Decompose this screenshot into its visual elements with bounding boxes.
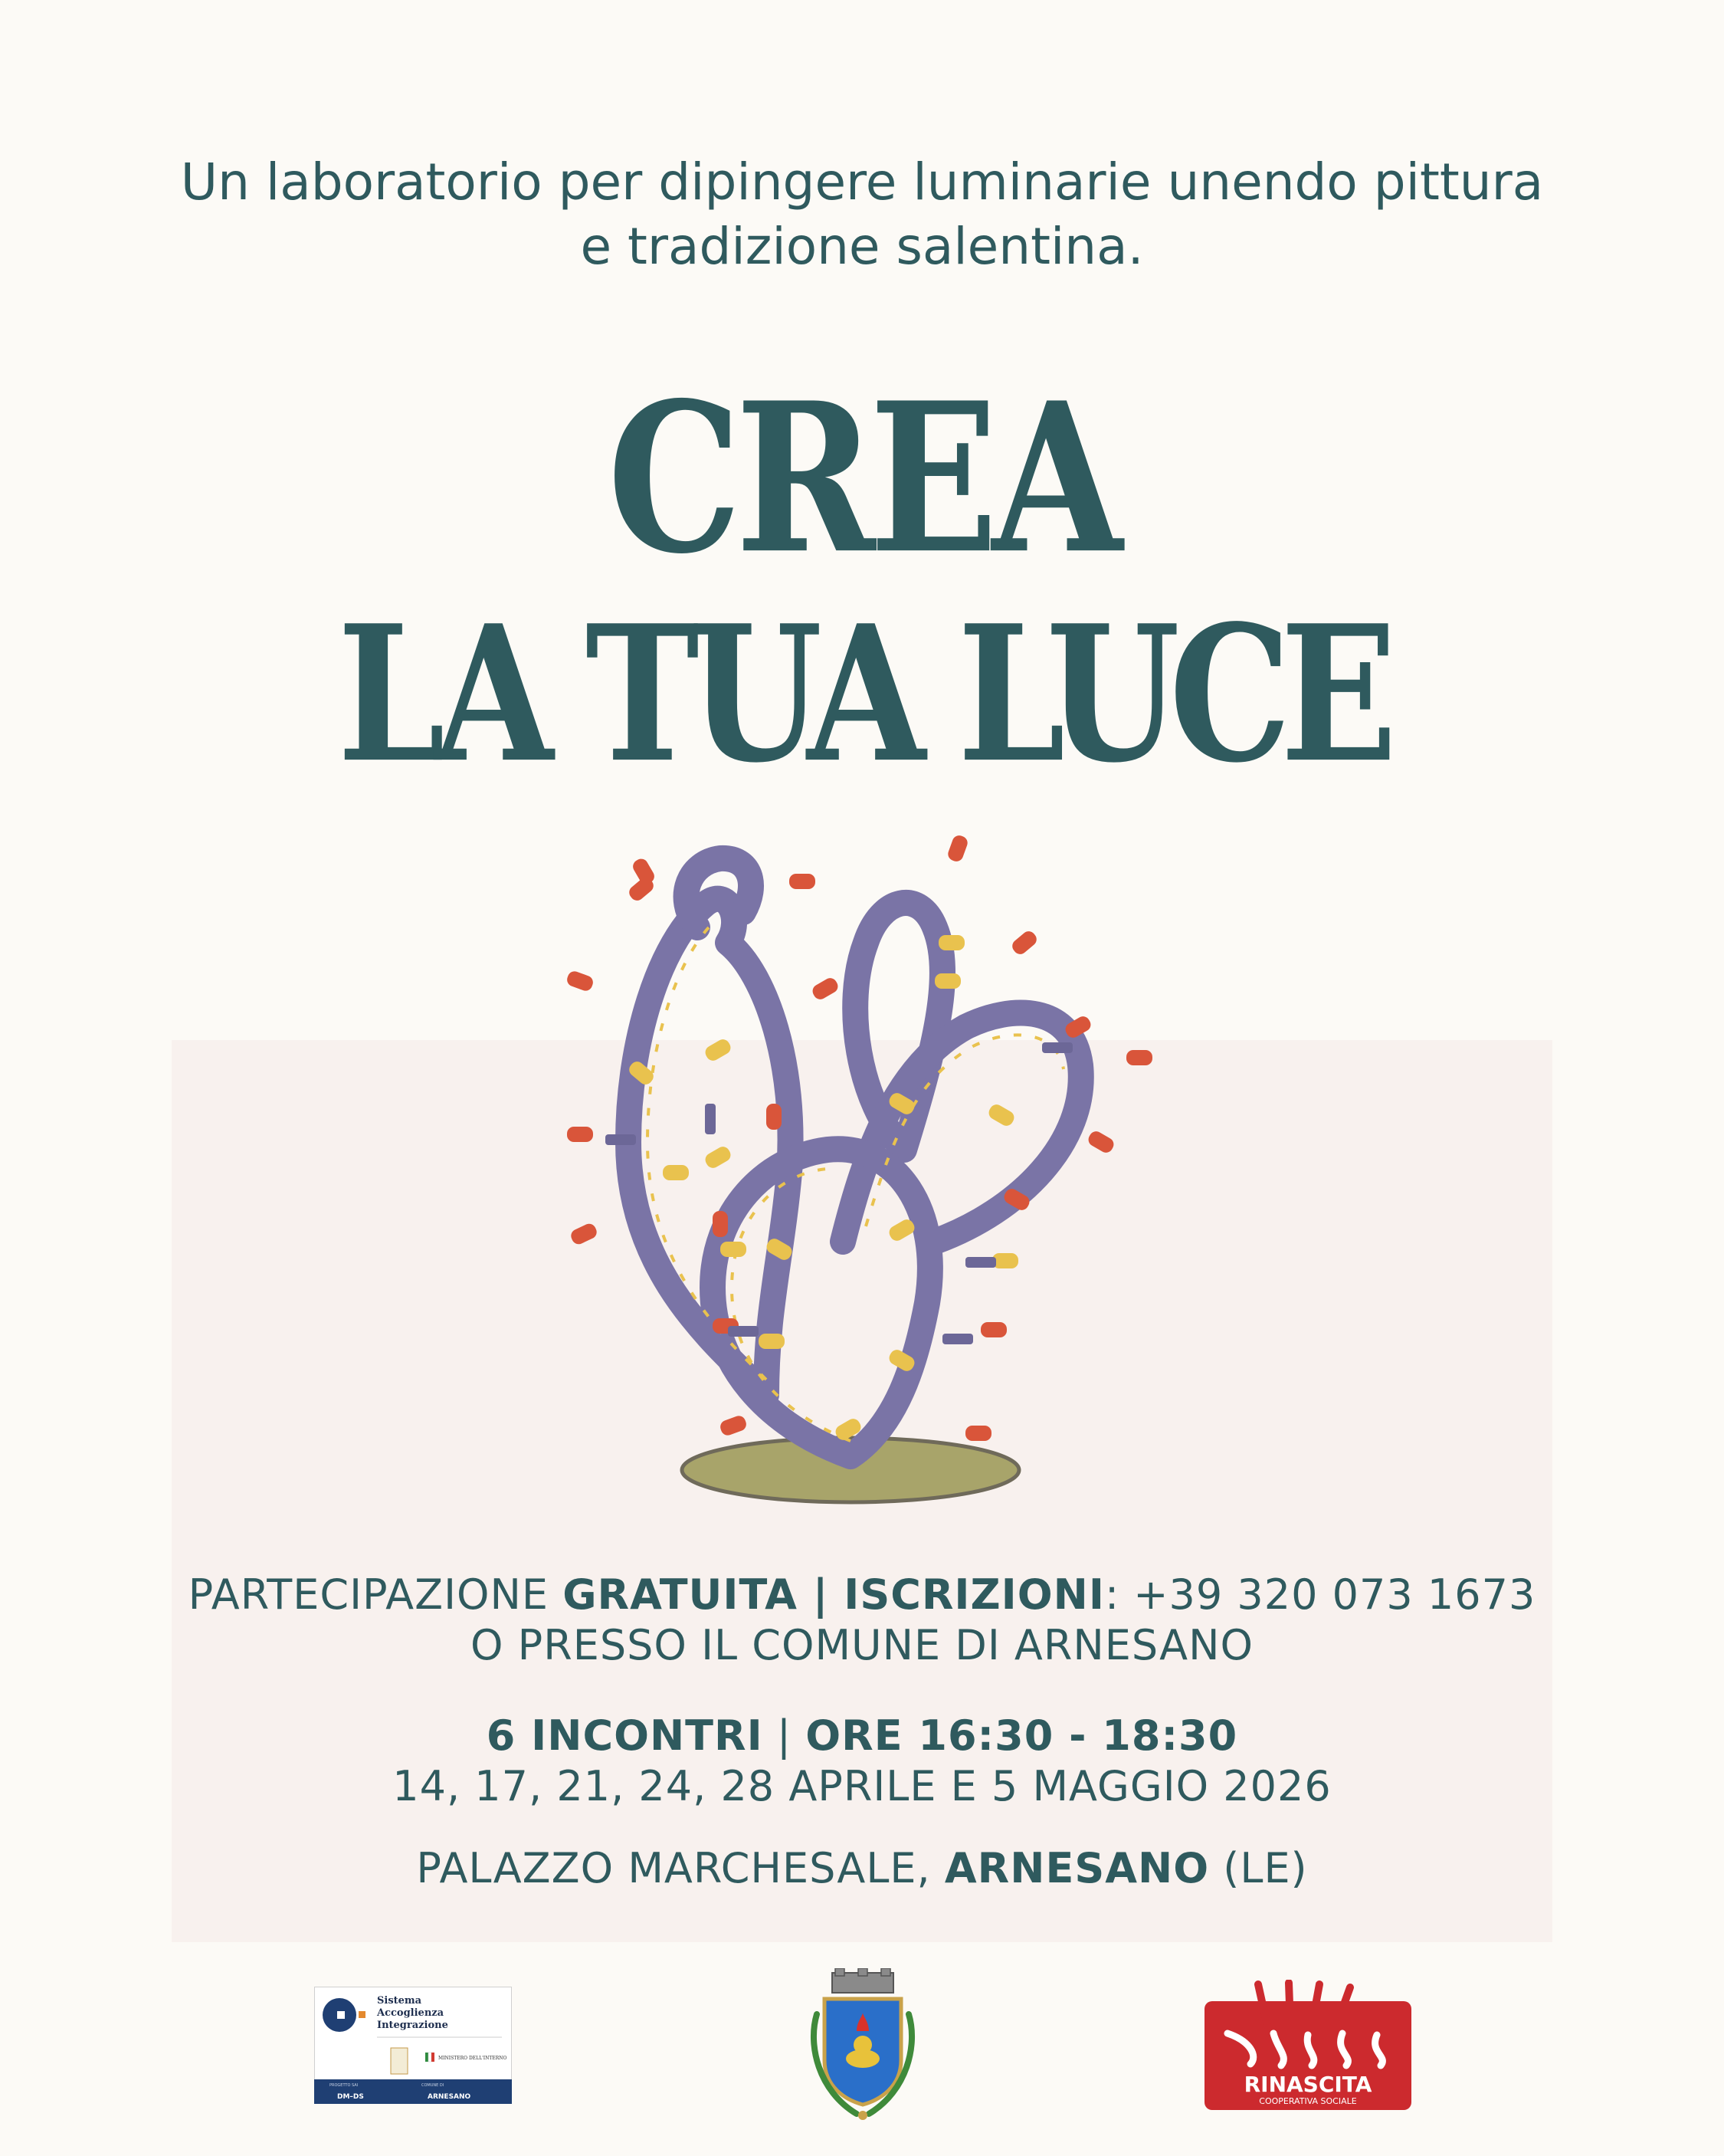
bulbs-yellow xyxy=(627,935,1018,1442)
sai-logo xyxy=(314,1987,512,2104)
participation-info xyxy=(0,1570,1724,1671)
title-line-2: LA TUA LUCE xyxy=(337,585,1387,805)
cactus-pad-bottom xyxy=(713,1149,930,1456)
subtitle-line-1: Un laboratorio per dipingere luminarie unendo pittura xyxy=(180,153,1544,212)
schedule-info xyxy=(0,1711,1724,1812)
venue-town: ARNESANO xyxy=(944,1844,1210,1892)
participation-phone: : +39 320 073 1673 xyxy=(1104,1570,1536,1619)
sai-line-2: Accoglienza xyxy=(377,2007,444,2019)
rinascita-sub: COOPERATIVA SOCIALE xyxy=(1259,2096,1357,2106)
cactus-luminaria-illustration xyxy=(536,812,1211,1533)
sai-footer-label-left: PROGETTO SAI xyxy=(329,2083,359,2088)
schedule-line xyxy=(0,1711,1724,1761)
subtitle xyxy=(0,150,1724,279)
sai-line-3: Integrazione xyxy=(377,2020,448,2031)
participation-line-2: O PRESSO IL COMUNE DI ARNESANO xyxy=(470,1621,1254,1669)
schedule-dates: 14, 17, 21, 24, 28 APRILE E 5 MAGGIO 2026 xyxy=(392,1762,1332,1810)
sai-footer-label-right: COMUNE DI xyxy=(421,2083,444,2088)
arnesano-coat-of-arms xyxy=(803,1968,923,2124)
rinascita-name: RINASCITA xyxy=(1244,2072,1372,2097)
subtitle-line-2: e tradizione salentina. xyxy=(580,217,1144,276)
sai-ministry: MINISTERO DELL'INTERNO xyxy=(438,2056,507,2061)
schedule-time: ORE 16:30 - 18:30 xyxy=(805,1711,1238,1760)
schedule-count: 6 INCONTRI xyxy=(486,1711,763,1760)
participation-prefix: PARTECIPAZIONE xyxy=(188,1570,563,1619)
schedule-separator: | xyxy=(762,1711,806,1760)
venue-info xyxy=(0,1843,1724,1894)
sai-footer-left: DM–DS xyxy=(337,2093,364,2101)
title-line-1: CREA xyxy=(607,356,1117,599)
participation-line-1 xyxy=(0,1570,1724,1620)
sai-footer-right: ARNESANO xyxy=(428,2093,471,2101)
sai-line-1: Sistema xyxy=(377,1995,422,2007)
rinascita-logo xyxy=(1205,1980,1411,2110)
participation-bold: GRATUITA | ISCRIZIONI xyxy=(562,1570,1105,1619)
venue-prefix: PALAZZO MARCHESALE, xyxy=(416,1844,945,1892)
venue-suffix: (LE) xyxy=(1209,1844,1308,1892)
